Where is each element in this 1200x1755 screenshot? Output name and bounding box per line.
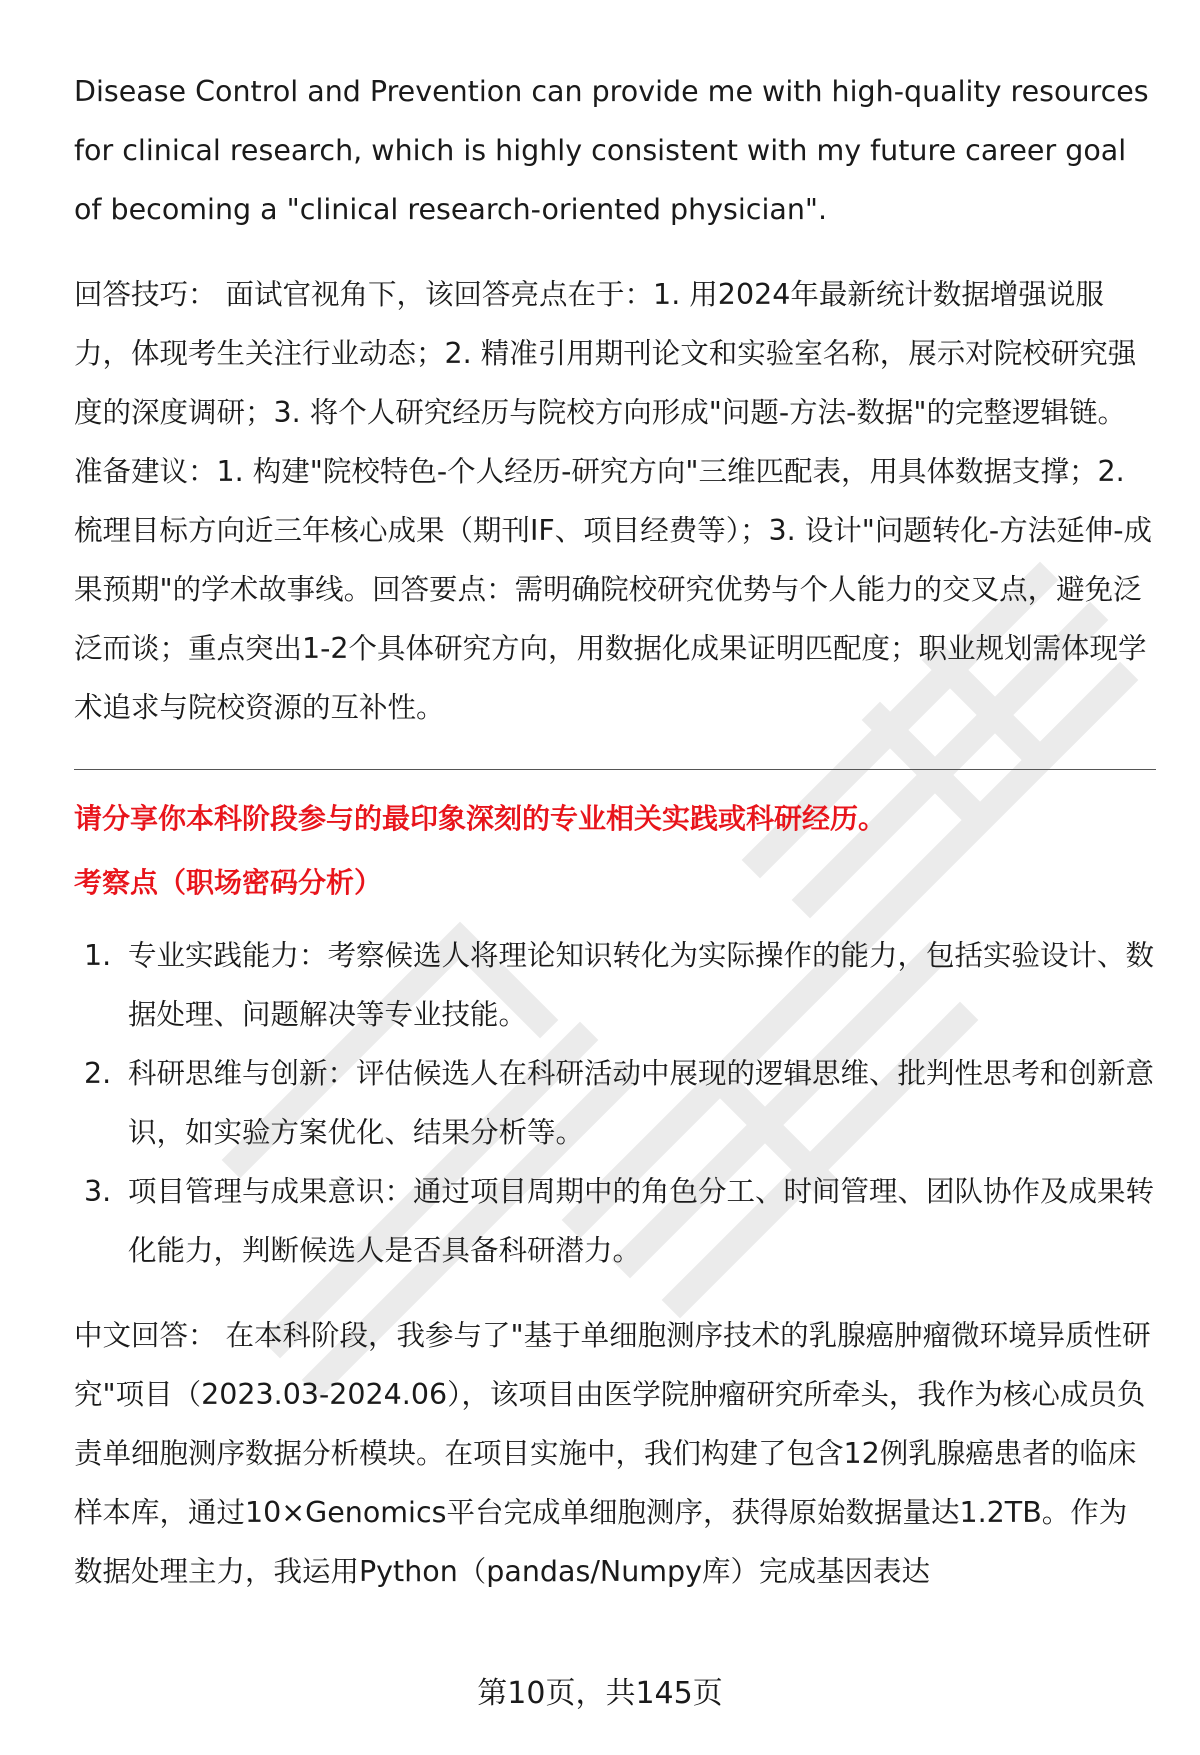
list-item-number: 2. bbox=[84, 1057, 112, 1090]
tips-paragraph: 回答技巧： 面试官视角下，该回答亮点在于：1. 用2024年最新统计数据增强说服力，体现考生关注行业动态；2. 精准引用期刊论文和实验室名称，展示对院校研究强度的深度调研；3. 将个人研究经历与院校方向形成"问题-方法-数据"的完整逻辑链。准备建议：1. 构建"院校特色-个人经历-研究方向"三维匹配表，用具体数据支撑；2. 梳理目标方向近三年核心成果（期刊IF、项目经费等）；3. 设计"问题转化-方法延伸-成果预期"的学术故事线。回答要点：需明确院校研究优势与个人能力的交叉点，避免泛泛而谈；重点突出1-2个具体研究方向，用数据化成果证明匹配度；职业规划需体现学术追求与院校资源的互补性。 bbox=[74, 278, 1152, 724]
question-title: 请分享你本科阶段参与的最印象深刻的专业相关实践或科研经历。 bbox=[74, 802, 887, 835]
chinese-answer-paragraph: 中文回答： 在本科阶段，我参与了"基于单细胞测序技术的乳腺癌肿瘤微环境异质性研究"项目（2023.03-2024.06），该项目由医学院肿瘤研究所牵头，我作为核心成员负责单细胞测序数据分析模块。在项目实施中，我们构建了包含12例乳腺癌患者的临床样本库，通过10×Genomics平台完成单细胞测序，获得原始数据量达1.2TB。作为数据处理主力，我运用Python（pandas/Numpy库）完成基因表达 bbox=[74, 1319, 1151, 1588]
document-body bbox=[74, 62, 1154, 1601]
list-item bbox=[74, 926, 1154, 1044]
list-item-text: 专业实践能力：考察候选人将理论知识转化为实际操作的能力，包括实验设计、数据处理、问题解决等专业技能。 bbox=[128, 939, 1155, 1031]
analysis-points-list bbox=[74, 926, 1154, 1280]
list-item-number: 1. bbox=[84, 939, 112, 972]
list-item-text: 项目管理与成果意识：通过项目周期中的角色分工、时间管理、团队协作及成果转化能力，判断候选人是否具备科研潜力。 bbox=[128, 1175, 1155, 1267]
list-item-text: 科研思维与创新：评估候选人在科研活动中展现的逻辑思维、批判性思考和创新意识，如实验方案优化、结果分析等。 bbox=[128, 1057, 1155, 1149]
list-item bbox=[74, 1162, 1154, 1280]
page-number-footer: 第10页，共145页 bbox=[477, 1676, 723, 1711]
analysis-heading: 考察点（职场密码分析） bbox=[74, 866, 383, 899]
intro-paragraph: Disease Control and Prevention can provide me with high-quality resources for clinical research, which is highly consistent with my future career goal of becoming a "clinical research-oriented physician". bbox=[74, 75, 1149, 226]
list-item bbox=[74, 1044, 1154, 1162]
list-item-number: 3. bbox=[84, 1175, 112, 1208]
